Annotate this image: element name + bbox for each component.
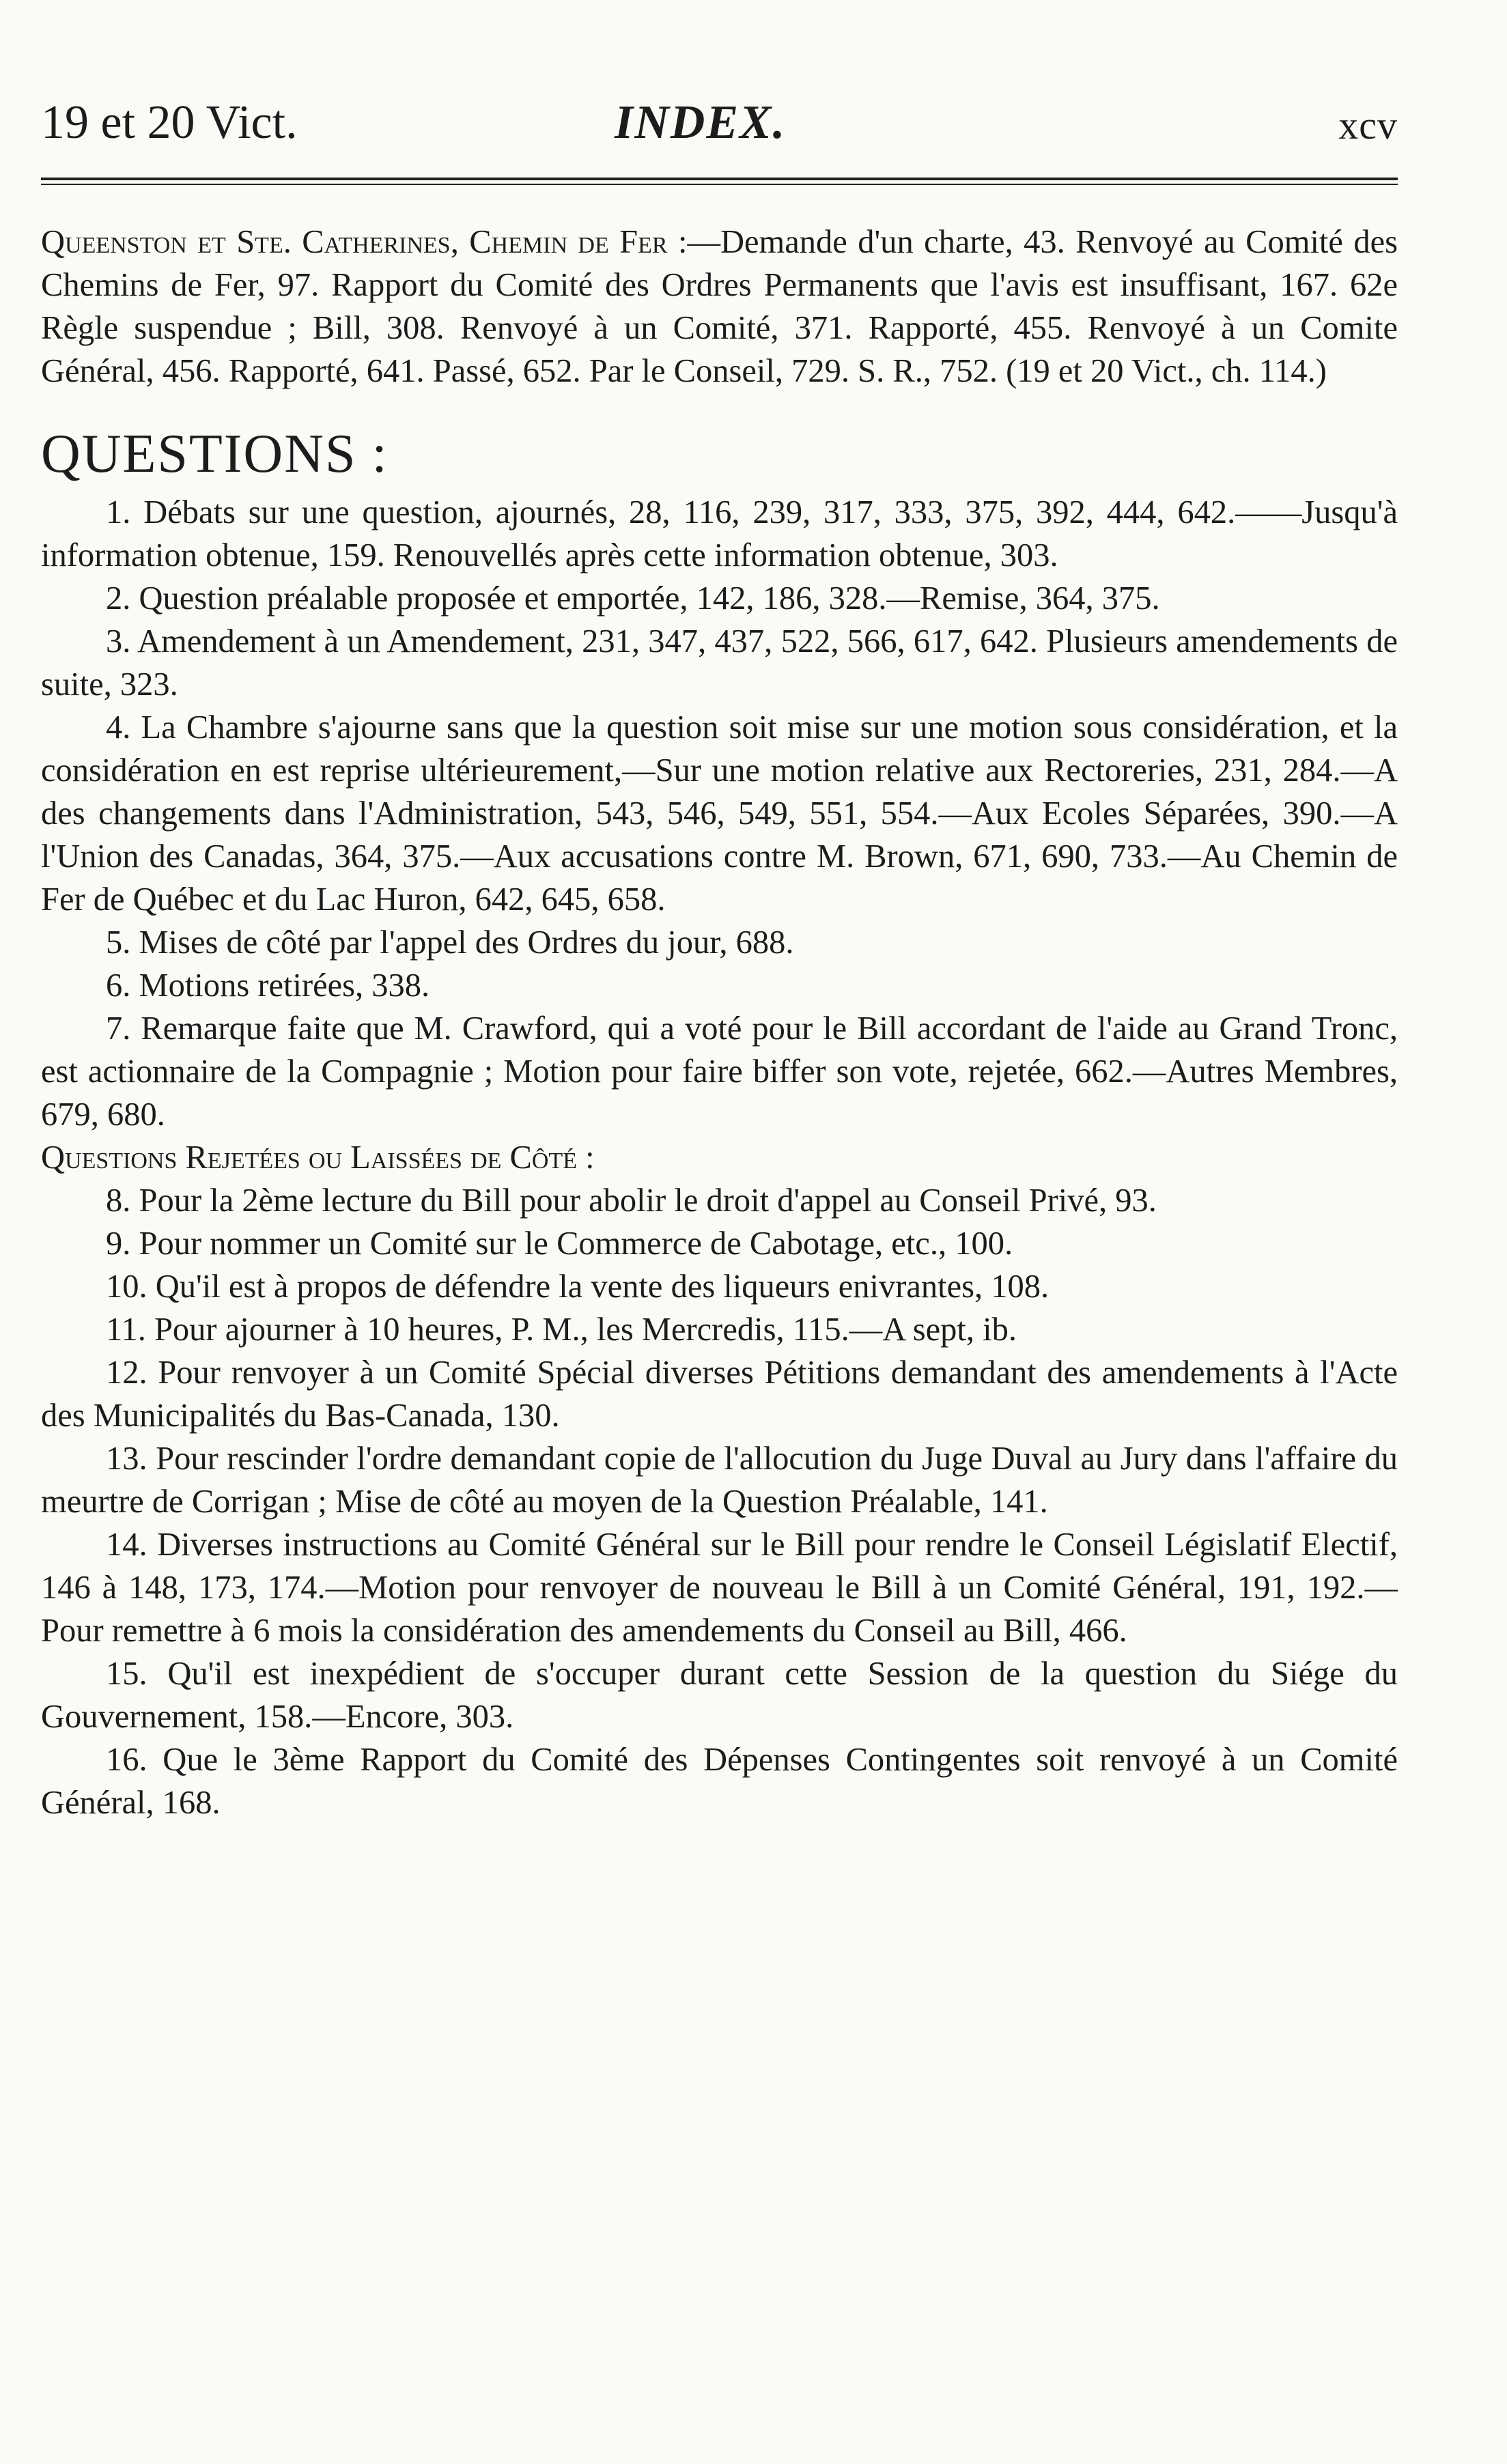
list-item: 4. La Chambre s'ajourne sans que la question soit mise sur une motion sous considération, et la considération en est reprise ultérieurement,—Sur une motion relative aux Rectoreries, 231, 284.—A des changements dans l'Administration, 543, 546, 549, 551, 554.—Aux Ecoles Séparées, 390.—A l'Union des Canadas, 364, 375.—Aux accusations contre M. Brown, 671, 690, 733.—Au Chemin de Fer de Québec et du Lac Huron, 642, 645, 658. (41, 709, 1398, 918)
list-item: 14. Diverses instructions au Comité Général sur le Bill pour rendre le Conseil Législatif Electif, 146 à 148, 173, 174.—Motion pour renvoyer de nouveau le Bill à un Comité Général, 191, 192.—Pour remettre à 6 mois la considération des amendements du Conseil au Bill, 466. (41, 1527, 1398, 1649)
running-head (41, 75, 1398, 150)
list-item: 8. Pour la 2ème lecture du Bill pour abolir le droit d'appel au Conseil Privé, 93. (106, 1183, 1157, 1219)
running-head-title: INDEX. (615, 96, 787, 149)
entry-heading: Queenston et Ste. Catherines, Chemin de Fer : (41, 224, 688, 260)
running-head-left: 19 et 20 Vict. (41, 96, 298, 149)
list-item: 1. Débats sur une question, ajournés, 28, 116, 239, 317, 333, 375, 392, 444, 642.——Jusqu'à information obtenue, 159. Renouvellés après cette information obtenue, 303. (41, 494, 1398, 573)
list-item: 3. Amendement à un Amendement, 231, 347, 437, 522, 566, 617, 642. Plusieurs amendements de suite, 323. (41, 623, 1398, 703)
list-item: 11. Pour ajourner à 10 heures, P. M., les Mercredis, 115.—A sept, ib. (106, 1312, 1017, 1348)
entry-body: —Demande d'un charte, 43. Renvoyé au Comité des Chemins de Fer, 97. Rapport du Comité des Ordres Permanents que l'avis est insuffisant, 167. 62e Règle suspendue ; Bill, 308. Renvoyé à un Comité, 371. Rapporté, 455. Renvoyé à un Comite Général, 456. Rapporté, 641. Passé, 652. Par le Conseil, 729. S. R., 752. (19 et 20 Vict., ch. 114.) (41, 224, 1398, 389)
list-item: 12. Pour renvoyer à un Comité Spécial diverses Pétitions demandant des amendements à l'Acte des Municipalités du Bas-Canada, 130. (41, 1355, 1398, 1434)
index-content (41, 221, 1398, 1824)
list-item: 9. Pour nommer un Comité sur le Commerce de Cabotage, etc., 100. (106, 1226, 1013, 1262)
list-item: 16. Que le 3ème Rapport du Comité des Dépenses Contingentes soit renvoyé à un Comité Général, 168. (41, 1742, 1398, 1821)
list-item: 15. Qu'il est inexpédient de s'occuper durant cette Session de la question du Siége du Gouvernement, 158.—Encore, 303. (41, 1656, 1398, 1735)
list-item: 5. Mises de côté par l'appel des Ordres du jour, 688. (106, 924, 794, 961)
subheading: Questions Rejetées ou Laissées de Côté : (41, 1139, 595, 1176)
entry-queenston (41, 221, 1398, 393)
list-item: 13. Pour rescinder l'ordre demandant copie de l'allocution du Juge Duval au Jury dans l'affaire du meurtre de Corrigan ; Mise de côté au moyen de la Question Préalable, 141. (41, 1441, 1398, 1520)
list-item: 6. Motions retirées, 338. (106, 967, 430, 1004)
list-item: 10. Qu'il est à propos de défendre la vente des liqueurs enivrantes, 108. (106, 1269, 1050, 1305)
list-item: 2. Question préalable proposée et emportée, 142, 186, 328.—Remise, 364, 375. (106, 580, 1160, 617)
list-item: 7. Remarque faite que M. Crawford, qui a voté pour le Bill accordant de l'aide au Grand Tronc, est actionnaire de la Compagnie ; Motion pour faire biffer son vote, rejetée, 662.—Autres Membres, 679, 680. (41, 1010, 1398, 1133)
double-rule (41, 178, 1398, 185)
page-number: xcv (1338, 103, 1398, 147)
section-title: QUESTIONS : (41, 424, 389, 484)
